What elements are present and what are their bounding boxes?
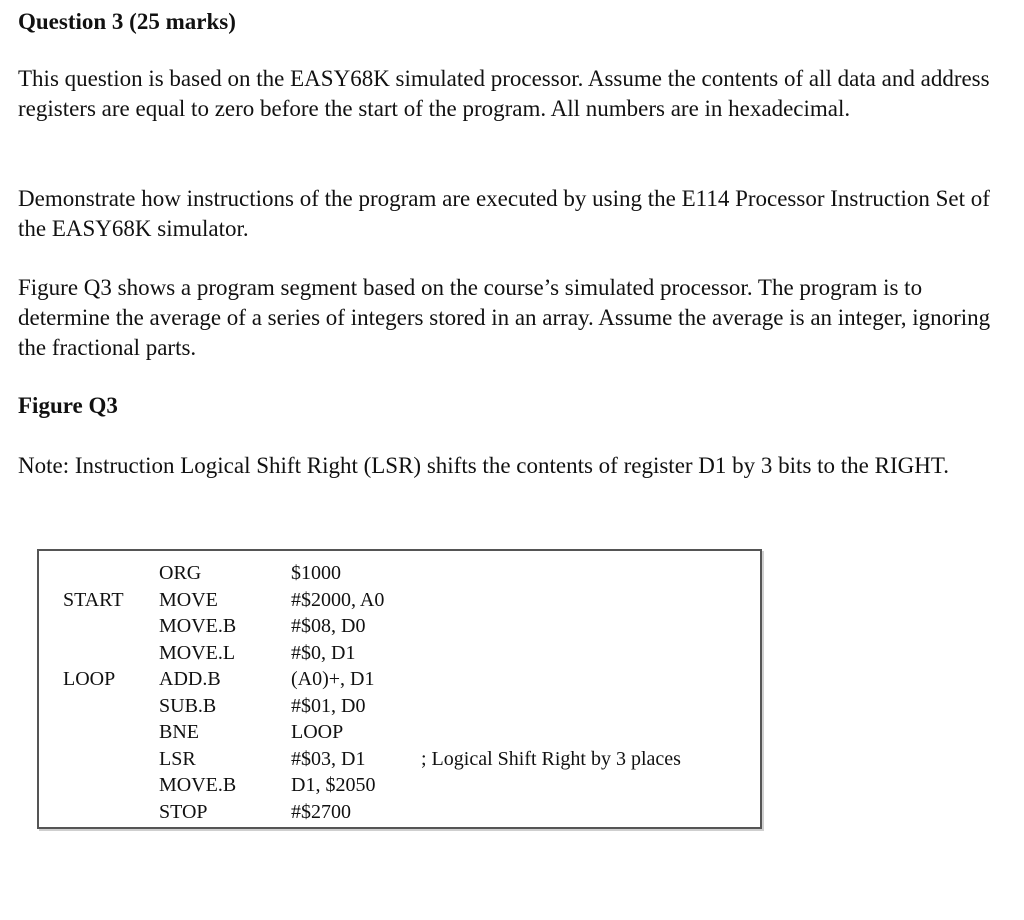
code-instruction: BNE [159,721,199,743]
code-operand: #$01, D0 [291,694,366,717]
code-instruction: LSR [159,747,196,770]
code-instruction: SUB.B [159,694,217,717]
code-instruction: ORG [159,562,202,584]
note-paragraph: Note: Instruction Logical Shift Right (LSR) shifts the contents of register D1 by 3 bits to the RIGHT. [18,453,949,478]
question-title: Question 3 (25 marks) [18,9,236,34]
code-comment: ; Logical Shift Right by 3 places [421,747,681,770]
code-operand: #$2000, A0 [291,588,385,611]
instruction-paragraph: Demonstrate how instructions of the program are executed by using the E114 Processor Instruction Set of the EASY68K simulator. [18,186,990,241]
code-instruction: ADD.B [159,668,221,690]
code-operand: #$2700 [291,800,351,823]
code-operand: LOOP [291,721,344,743]
code-instruction: MOVE.B [159,615,237,637]
figure-title: Figure Q3 [18,393,118,418]
code-operand: #$08, D0 [291,615,366,637]
code-operand: $1000 [291,562,341,584]
figure-description-paragraph: Figure Q3 shows a program segment based on the course’s simulated processor. The program is to determine the average of a series of integers stored in an array. Assume the average is an integer, ignoring the fractional parts. [18,275,991,360]
code-instruction: STOP [159,800,208,823]
intro-paragraph: This question is based on the EASY68K simulated processor. Assume the contents of all data and address registers are equal to zero before the start of the program. All numbers are in hexadecimal. [18,66,990,121]
code-label: LOOP [63,668,116,690]
program-listing-box [37,549,762,829]
code-operand: #$0, D1 [291,641,356,664]
code-operand: #$03, D1 [291,747,366,770]
code-instruction: MOVE [159,588,218,611]
code-instruction: MOVE.B [159,774,237,796]
code-operand: D1, $2050 [291,774,376,796]
code-instruction: MOVE.L [159,641,236,664]
code-operand: (A0)+, D1 [291,668,375,690]
code-label: START [63,588,124,611]
